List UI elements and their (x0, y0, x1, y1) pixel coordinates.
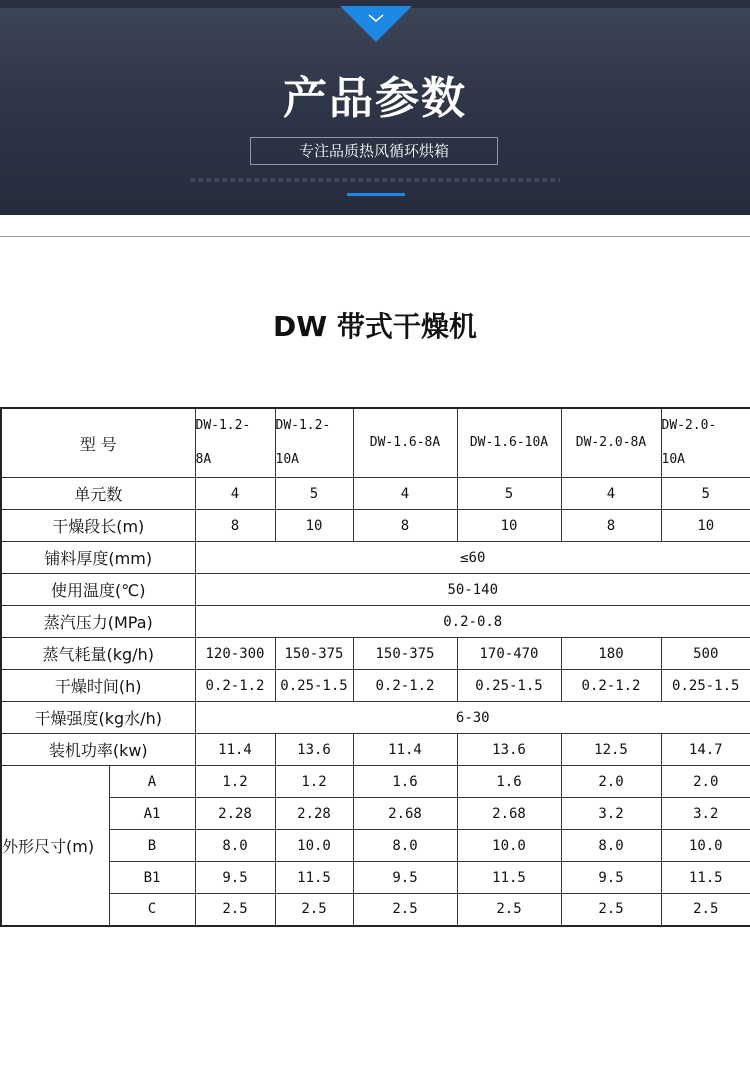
value-cell: 1.2 (195, 766, 275, 798)
value-cell: 10.0 (661, 830, 750, 862)
banner-accent-bar (347, 193, 405, 196)
value-cell: 8.0 (561, 830, 661, 862)
merged-value-cell: ≤60 (195, 542, 750, 574)
model-header-cell (275, 408, 353, 478)
value-cell: 0.25-1.5 (457, 670, 561, 702)
value-cell: 5 (661, 478, 750, 510)
value-cell: 0.25-1.5 (661, 670, 750, 702)
value-cell: 11.5 (457, 862, 561, 894)
value-cell: 10.0 (457, 830, 561, 862)
table-row (1, 574, 750, 606)
section-title: DW 带式干燥机 (273, 310, 477, 343)
value-cell: 12.5 (561, 734, 661, 766)
value-cell: 8 (561, 510, 661, 542)
value-cell: 120-300 (195, 638, 275, 670)
row-label: 蒸汽压力(MPa) (1, 606, 195, 638)
value-cell: 10 (661, 510, 750, 542)
merged-value-cell: 0.2-0.8 (195, 606, 750, 638)
table-row (1, 734, 750, 766)
model-name-line1: DW-2.0- (661, 418, 717, 433)
model-name-line1: DW-1.6-8A (369, 435, 441, 450)
value-cell: 2.5 (457, 894, 561, 926)
banner-subtitle: 专注品质热风循环烘箱 (250, 137, 498, 165)
model-name-line2: 10A (661, 452, 685, 467)
value-cell: 2.5 (353, 894, 457, 926)
value-cell: 150-375 (275, 638, 353, 670)
value-cell: 4 (561, 478, 661, 510)
value-cell: 5 (275, 478, 353, 510)
value-cell: 0.2-1.2 (353, 670, 457, 702)
table-row (1, 670, 750, 702)
value-cell: 8 (195, 510, 275, 542)
model-name-line1: DW-1.2- (275, 418, 331, 433)
dimension-sub-label: B (109, 830, 195, 862)
value-cell: 2.0 (661, 766, 750, 798)
model-name-line2: 8A (195, 452, 212, 467)
value-cell: 13.6 (275, 734, 353, 766)
value-cell: 2.5 (195, 894, 275, 926)
row-label: 使用温度(℃) (1, 574, 195, 606)
row-label: 干燥段长(m) (1, 510, 195, 542)
value-cell: 2.0 (561, 766, 661, 798)
value-cell: 2.5 (561, 894, 661, 926)
value-cell: 10 (275, 510, 353, 542)
table-row-dimension (1, 798, 750, 830)
dimension-sub-label: C (109, 894, 195, 926)
table-row-dimension (1, 862, 750, 894)
banner-title: 产品参数 (283, 73, 467, 124)
value-cell: 170-470 (457, 638, 561, 670)
value-cell: 1.6 (457, 766, 561, 798)
dimension-sub-label: B1 (109, 862, 195, 894)
value-cell: 0.25-1.5 (275, 670, 353, 702)
table-row-dimension (1, 766, 750, 798)
model-name-line2: 10A (275, 452, 299, 467)
value-cell: 14.7 (661, 734, 750, 766)
value-cell: 9.5 (353, 862, 457, 894)
dimension-sub-label: A1 (109, 798, 195, 830)
table-row (1, 542, 750, 574)
value-cell: 3.2 (661, 798, 750, 830)
value-cell: 2.28 (195, 798, 275, 830)
table-row (1, 702, 750, 734)
value-cell: 150-375 (353, 638, 457, 670)
value-cell: 4 (195, 478, 275, 510)
value-cell: 11.5 (661, 862, 750, 894)
row-label: 干燥时间(h) (1, 670, 195, 702)
model-header-cell (195, 408, 275, 478)
row-label: 装机功率(kw) (1, 734, 195, 766)
header-banner (0, 0, 750, 215)
row-label: 铺料厚度(mm) (1, 542, 195, 574)
value-cell: 13.6 (457, 734, 561, 766)
dimensions-label: 外形尺寸(m) (1, 766, 109, 926)
banner-decor-line (190, 178, 560, 182)
value-cell: 2.28 (275, 798, 353, 830)
value-cell: 11.5 (275, 862, 353, 894)
table-row-dimension (1, 830, 750, 862)
value-cell: 2.68 (457, 798, 561, 830)
table-row (1, 606, 750, 638)
value-cell: 1.2 (275, 766, 353, 798)
value-cell: 0.2-1.2 (561, 670, 661, 702)
value-cell: 500 (661, 638, 750, 670)
merged-value-cell: 50-140 (195, 574, 750, 606)
model-name-line1: DW-1.2- (195, 418, 251, 433)
value-cell: 3.2 (561, 798, 661, 830)
value-cell: 2.68 (353, 798, 457, 830)
value-cell: 2.5 (275, 894, 353, 926)
row-label: 单元数 (1, 478, 195, 510)
value-cell: 11.4 (353, 734, 457, 766)
table-row (1, 638, 750, 670)
table-row (1, 478, 750, 510)
merged-value-cell: 6-30 (195, 702, 750, 734)
value-cell: 0.2-1.2 (195, 670, 275, 702)
value-cell: 11.4 (195, 734, 275, 766)
model-header-label: 型 号 (1, 408, 195, 478)
value-cell: 8.0 (195, 830, 275, 862)
value-cell: 4 (353, 478, 457, 510)
value-cell: 5 (457, 478, 561, 510)
model-header-cell (661, 408, 750, 478)
chevron-down-icon (340, 6, 412, 42)
table-row-dimension (1, 894, 750, 926)
model-header-cell (457, 408, 561, 478)
table-header-row (1, 408, 750, 478)
model-header-cell (561, 408, 661, 478)
value-cell: 9.5 (561, 862, 661, 894)
value-cell: 8.0 (353, 830, 457, 862)
dimension-sub-label: A (109, 766, 195, 798)
spec-table (0, 407, 750, 927)
model-header-cell (353, 408, 457, 478)
value-cell: 10.0 (275, 830, 353, 862)
chevron-line-icon (368, 14, 384, 22)
value-cell: 9.5 (195, 862, 275, 894)
row-label: 干燥强度(kg水/h) (1, 702, 195, 734)
value-cell: 1.6 (353, 766, 457, 798)
model-name-line1: DW-1.6-10A (469, 435, 549, 450)
value-cell: 180 (561, 638, 661, 670)
value-cell: 8 (353, 510, 457, 542)
table-row (1, 510, 750, 542)
divider (0, 236, 750, 237)
value-cell: 10 (457, 510, 561, 542)
row-label: 蒸气耗量(kg/h) (1, 638, 195, 670)
model-name-line1: DW-2.0-8A (575, 435, 647, 450)
value-cell: 2.5 (661, 894, 750, 926)
